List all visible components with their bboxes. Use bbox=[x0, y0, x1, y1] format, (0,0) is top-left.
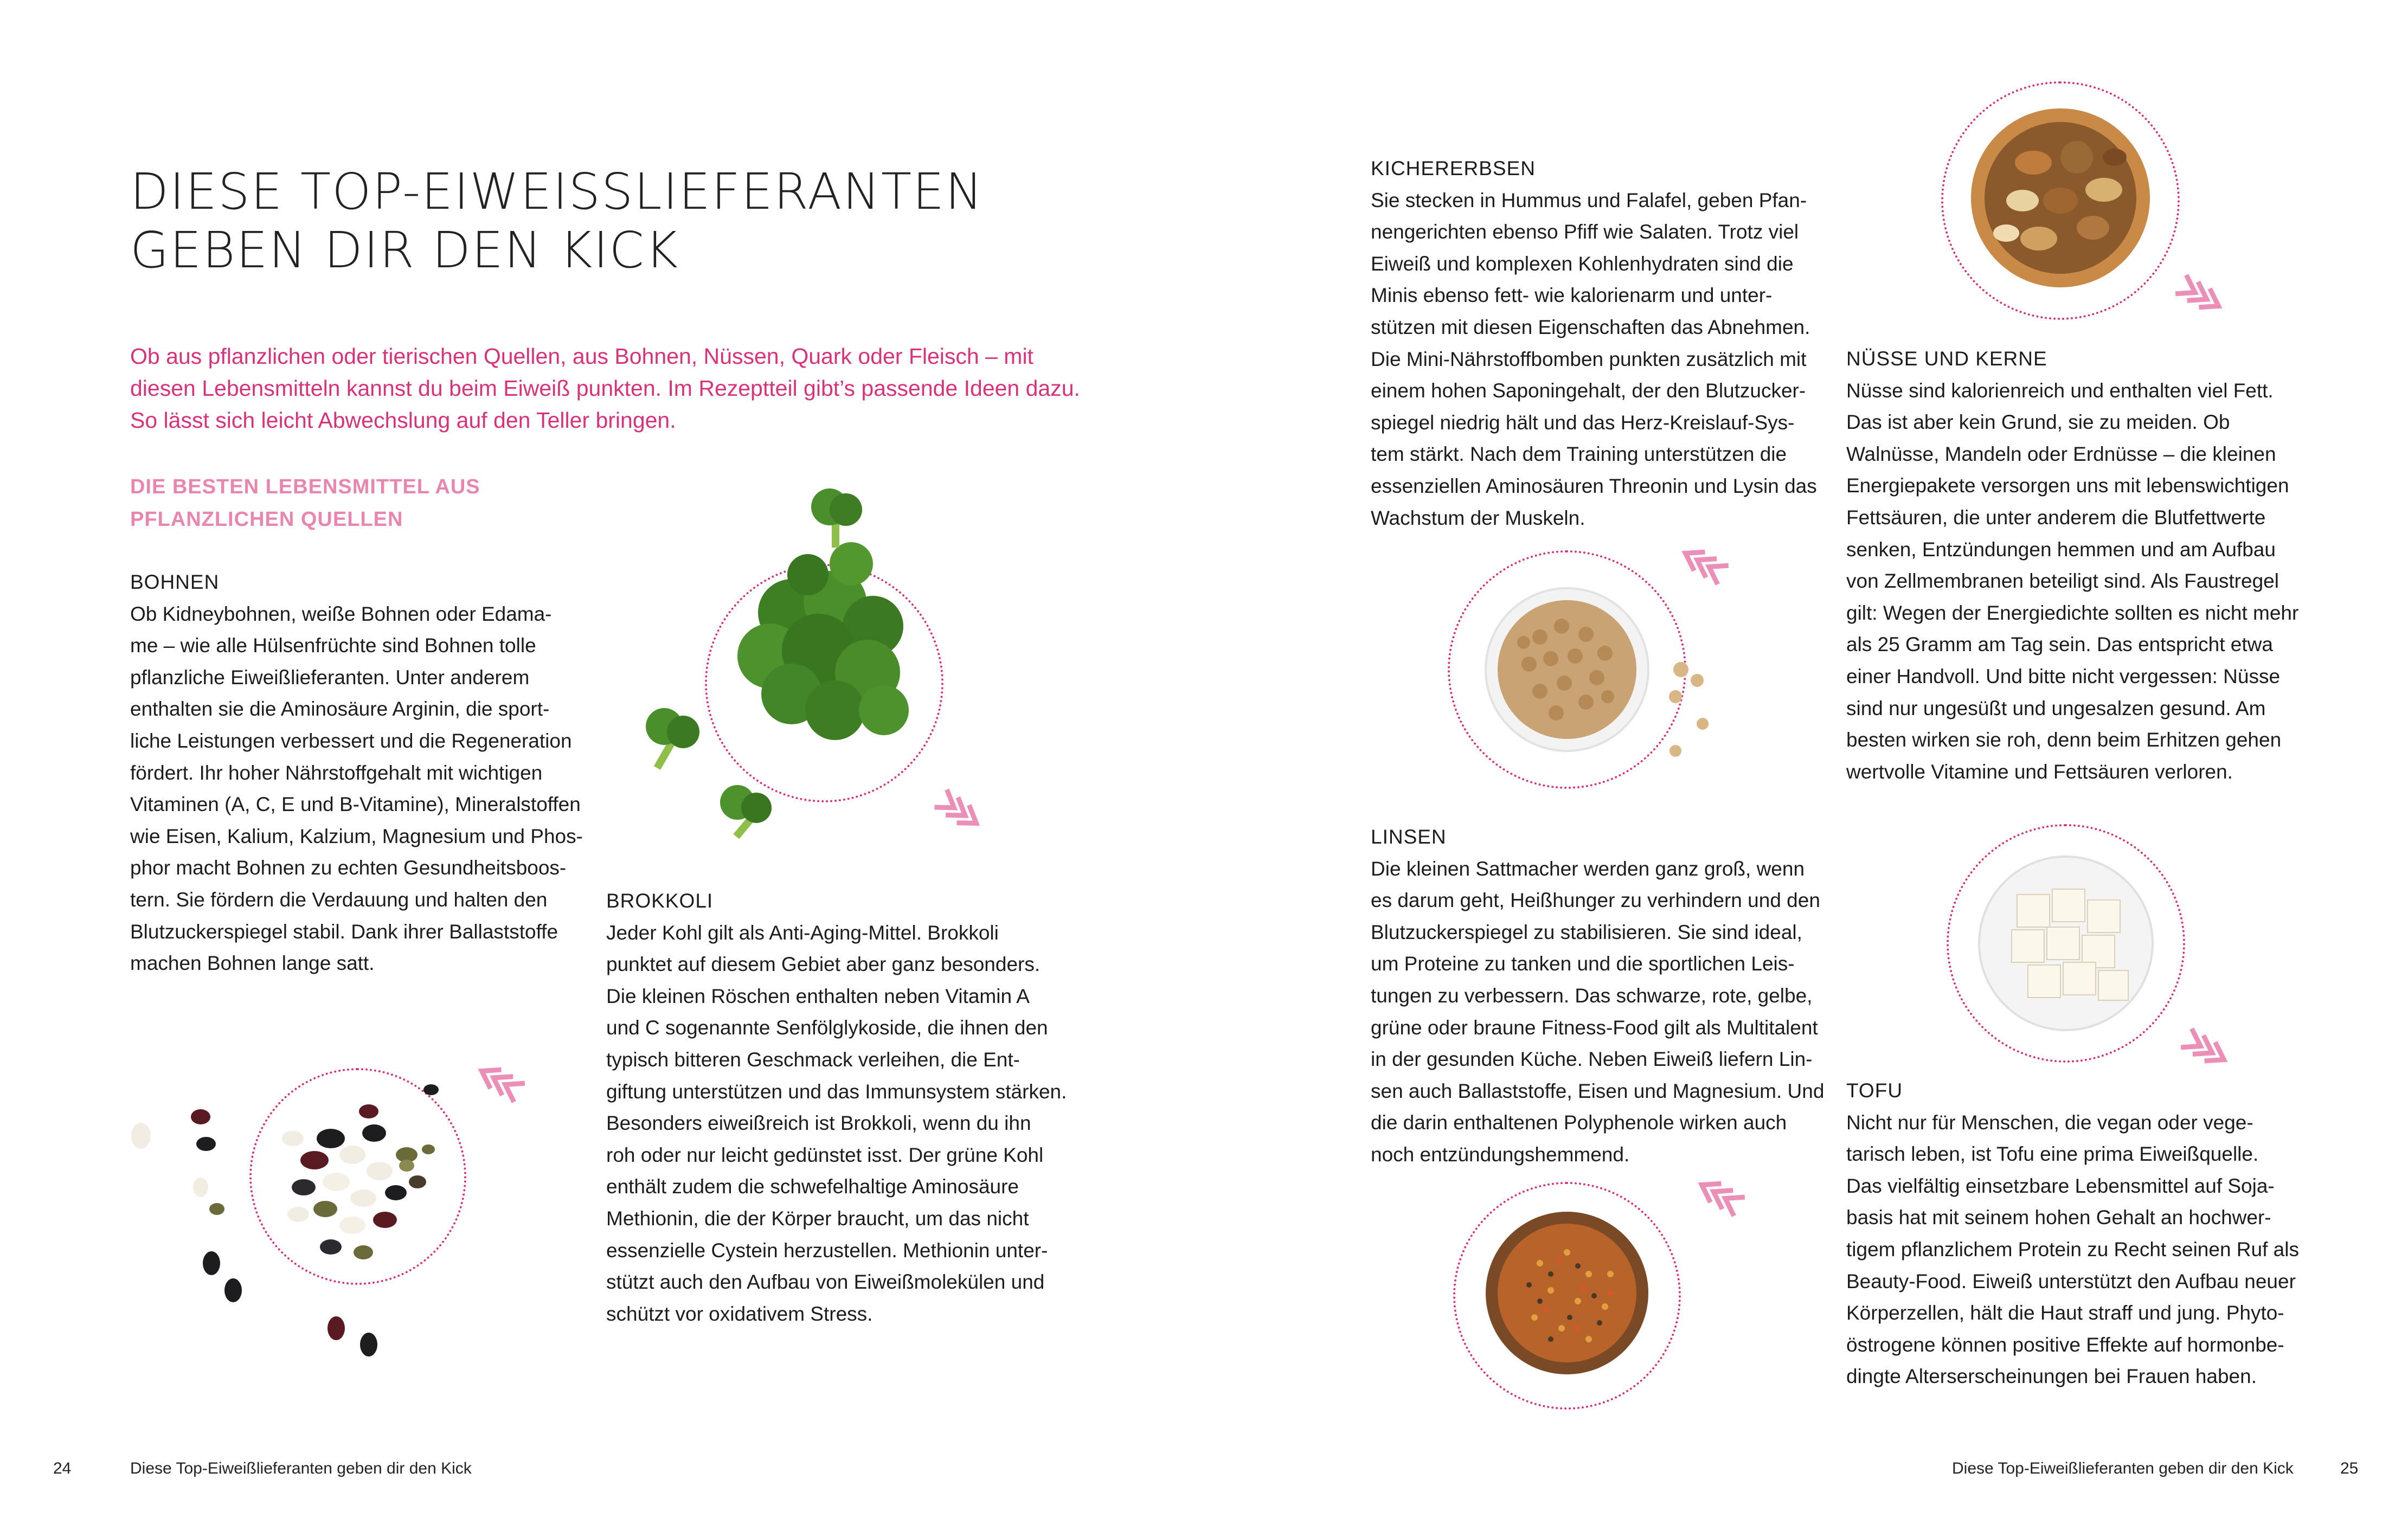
text-line: phor macht Bohnen zu echten Gesundheitsboos- bbox=[130, 857, 567, 879]
chevron-icon bbox=[1697, 1160, 1757, 1220]
text-line: tern. Sie fördern die Verdauung und halten den bbox=[130, 888, 548, 911]
text-line: Körperzellen, hält die Haut straff und jung. Phyto- bbox=[1846, 1302, 2284, 1324]
text-line: senken, Entzündungen hemmen und am Aufbau bbox=[1846, 538, 2276, 561]
broccoli-photo bbox=[629, 477, 965, 857]
text-line: es darum geht, Heißhunger zu verhindern und den bbox=[1371, 889, 1820, 912]
nuts-bowl-photo bbox=[1930, 76, 2212, 347]
text-line: essenzielle Cystein herzustellen. Methionin unter- bbox=[606, 1239, 1048, 1262]
section-bohnen bbox=[130, 567, 596, 980]
text-line: Das ist aber kein Grund, sie zu meiden. Ob bbox=[1846, 411, 2230, 434]
intro-line: Ob aus pflanzlichen oder tierischen Quellen, aus Bohnen, Nüssen, Quark oder Fleisch – mit bbox=[130, 344, 1033, 369]
text-line: Die kleinen Röschen enthalten neben Vitamin A bbox=[606, 985, 1030, 1007]
text-line: in der gesunden Küche. Neben Eiweiß liefern Lin- bbox=[1371, 1048, 1813, 1071]
chevron-icon bbox=[477, 1046, 537, 1106]
text-line: Nüsse sind kalorienreich und enthalten viel Fett. bbox=[1846, 379, 2274, 402]
text-line: Eiweiß und komplexen Kohlenhydraten sind die bbox=[1371, 252, 1794, 275]
intro-paragraph bbox=[130, 340, 1080, 436]
running-title-left: Diese Top-Eiweißlieferanten geben dir den Kick bbox=[130, 1459, 472, 1477]
section-title: NÜSSE UND KERNE bbox=[1846, 348, 2047, 370]
text-line: die darin enthaltenen Polyphenole wirken auch bbox=[1371, 1111, 1787, 1134]
section-title: LINSEN bbox=[1371, 826, 1447, 848]
page-heading bbox=[130, 163, 998, 280]
text-line: punktet auf diesem Gebiet aber ganz besonders. bbox=[606, 953, 1041, 976]
chevron-icon bbox=[922, 786, 981, 846]
text-line: Nicht nur für Menschen, die vegan oder vege- bbox=[1846, 1111, 2253, 1134]
text-line: Jeder Kohl gilt als Anti-Aging-Mittel. Brokkoli bbox=[606, 921, 999, 944]
text-line: typisch bitteren Geschmack verleihen, die Ent- bbox=[606, 1048, 1020, 1071]
section-linsen bbox=[1371, 821, 1837, 1171]
text-line: tigem pflanzlichem Protein zu Recht seinen Ruf als bbox=[1846, 1238, 2299, 1261]
text-line: enthalten sie die Aminosäure Arginin, die sport- bbox=[130, 698, 550, 721]
page-number-left: 24 bbox=[53, 1459, 72, 1477]
section-nuesse-und-kerne bbox=[1846, 343, 2334, 788]
text-line: Walnüsse, Mandeln oder Erdnüsse – die kleinen bbox=[1846, 442, 2276, 465]
text-line: fördert. Ihr hoher Nährstoffgehalt mit wichtigen bbox=[130, 761, 543, 784]
text-line: roh oder nur leicht gedünstet isst. Der grüne Kohl bbox=[606, 1143, 1044, 1166]
lentils-bowl-photo bbox=[1448, 1166, 1730, 1437]
section-title: KICHERERBSEN bbox=[1371, 157, 1536, 179]
text-line: schützt vor oxidativem Stress. bbox=[606, 1302, 873, 1325]
text-line: liche Leistungen verbessert und die Regeneration bbox=[130, 729, 572, 752]
text-line: grüne oder braune Fitness-Food gilt als Multitalent bbox=[1371, 1016, 1818, 1039]
text-line: stützen mit diesen Eigenschaften das Abnehmen. bbox=[1371, 316, 1810, 338]
intro-line: diesen Lebensmitteln kannst du beim Eiweiß punkten. Im Rezeptteil gibt’s passende Ideen dazu. bbox=[130, 376, 1080, 401]
text-line: me – wie alle Hülsenfrüchte sind Bohnen tolle bbox=[130, 634, 536, 657]
text-line: Blutzuckerspiegel stabil. Dank ihrer Ballaststoffe bbox=[130, 920, 558, 943]
text-line: Energiepakete versorgen uns mit lebenswichtigen bbox=[1846, 474, 2289, 497]
text-line: pflanzliche Eiweißlieferanten. Unter anderem bbox=[130, 666, 530, 689]
chevron-icon bbox=[2163, 271, 2223, 331]
text-line: und C sogenannte Senfölglykoside, die ihnen den bbox=[606, 1017, 1048, 1039]
text-line: Die Mini-Nährstoffbomben punkten zusätzlich mit bbox=[1371, 348, 1807, 370]
text-line: Wachstum der Muskeln. bbox=[1371, 506, 1585, 529]
text-line: einem hohen Saponingehalt, der den Blutzucker- bbox=[1371, 380, 1806, 402]
text-line: Besonders eiweißreich ist Brokkoli, wenn du ihn bbox=[606, 1112, 1031, 1135]
text-line: Die kleinen Sattmacher werden ganz groß, wenn bbox=[1371, 857, 1805, 880]
text-line: nengerichten ebenso Pfiff wie Salaten. Trotz viel bbox=[1371, 221, 1799, 243]
section-kichererbsen bbox=[1371, 153, 1837, 534]
text-line: Blutzuckerspiegel zu stabilisieren. Sie sind ideal, bbox=[1371, 921, 1802, 943]
text-line: besten wirken sie roh, denn beim Erhitzen gehen bbox=[1846, 729, 2282, 751]
running-title-right: Diese Top-Eiweißlieferanten geben dir den Kick bbox=[1952, 1459, 2294, 1477]
section-title: BROKKOLI bbox=[606, 890, 714, 912]
text-line: wertvolle Vitamine und Fettsäuren verloren. bbox=[1846, 760, 2233, 783]
text-line: essenziellen Aminosäuren Threonin und Lysin das bbox=[1371, 474, 1817, 497]
text-line: gilt: Wegen der Energiedichte sollten es nicht mehr bbox=[1846, 601, 2299, 624]
text-line: sen auch Ballaststoffe, Eisen und Magnesium. Und bbox=[1371, 1079, 1825, 1102]
text-line: wie Eisen, Kalium, Kalzium, Magnesium und Phos- bbox=[130, 825, 583, 847]
section-brokkoli bbox=[606, 885, 1073, 1330]
intro-line: So lässt sich leicht Abwechslung auf den Teller bringen. bbox=[130, 408, 676, 433]
heading-line: GEBEN DIR DEN KICK bbox=[130, 221, 679, 279]
chevron-icon bbox=[1681, 529, 1741, 588]
text-line: Sie stecken in Hummus und Falafel, geben Pfan- bbox=[1371, 189, 1807, 211]
text-line: Beauty-Food. Eiweiß unterstützt den Aufbau neuer bbox=[1846, 1270, 2296, 1292]
text-line: noch entzündungshemmend. bbox=[1371, 1143, 1630, 1166]
section-title: TOFU bbox=[1846, 1079, 1903, 1102]
text-line: Fettsäuren, die unter anderem die Blutfettwerte bbox=[1846, 506, 2266, 529]
tofu-bowl-photo bbox=[1936, 819, 2218, 1090]
text-line: Methionin, die der Körper braucht, um das nicht bbox=[606, 1207, 1029, 1230]
text-line: um Proteine zu tanken und die sportlichen Leis- bbox=[1371, 953, 1795, 975]
text-line: Minis ebenso fett- wie kalorienarm und unter- bbox=[1371, 284, 1773, 307]
text-line: basis hat mit seinem hohen Gehalt an hochwer- bbox=[1846, 1206, 2271, 1229]
section-title: BOHNEN bbox=[130, 571, 220, 593]
text-line: östrogene können positive Effekte auf hormonbe- bbox=[1846, 1333, 2284, 1356]
section-tofu bbox=[1846, 1075, 2334, 1393]
page-number-right: 25 bbox=[2340, 1459, 2359, 1477]
text-line: sind nur ungesüßt und ungesalzen gesund. Am bbox=[1846, 697, 2266, 719]
text-line: stützt auch den Aufbau von Eiweißmolekülen und bbox=[606, 1271, 1045, 1294]
text-line: enthält zudem die schwefelhaltige Aminosäure bbox=[606, 1175, 1019, 1198]
text-line: als 25 Gramm am Tag sein. Das entspricht etwa bbox=[1846, 633, 2273, 656]
chickpeas-bowl-photo bbox=[1442, 534, 1724, 816]
text-line: tarisch leben, ist Tofu eine prima Eiweißquelle. bbox=[1846, 1143, 2259, 1166]
subheading-line: DIE BESTEN LEBENSMITTEL AUS bbox=[130, 475, 480, 498]
section-subheading bbox=[130, 471, 564, 536]
text-line: tungen zu verbessern. Das schwarze, rote, gelbe, bbox=[1371, 984, 1813, 1007]
mixed-beans-photo bbox=[125, 1046, 558, 1382]
text-line: giftung unterstützen und das Immunsystem stärken. bbox=[606, 1080, 1067, 1103]
text-line: tem stärkt. Nach dem Training unterstützen die bbox=[1371, 443, 1787, 466]
heading-line: DIESE TOP-EIWEISSLIEFERANTEN bbox=[130, 163, 984, 221]
broccoli-illustration bbox=[629, 477, 965, 857]
text-line: einer Handvoll. Und bitte nicht vergessen: Nüsse bbox=[1846, 665, 2281, 687]
text-line: von Zellmembranen beteiligt sind. Als Faustregel bbox=[1846, 570, 2279, 593]
lentils-illustration bbox=[1448, 1166, 1730, 1437]
text-line: machen Bohnen lange satt. bbox=[130, 952, 375, 975]
text-line: Ob Kidneybohnen, weiße Bohnen oder Edama- bbox=[130, 602, 552, 625]
subheading-line: PFLANZLICHEN QUELLEN bbox=[130, 508, 403, 531]
text-line: spiegel niedrig hält und das Herz-Kreislauf-Sys- bbox=[1371, 411, 1795, 434]
text-line: Das vielfältig einsetzbare Lebensmittel auf Soja- bbox=[1846, 1174, 2275, 1197]
text-line: dingte Alterserscheinungen bei Frauen haben. bbox=[1846, 1365, 2257, 1388]
text-line: Vitaminen (A, C, E und B-Vitamine), Mineralstoffen bbox=[130, 793, 581, 816]
